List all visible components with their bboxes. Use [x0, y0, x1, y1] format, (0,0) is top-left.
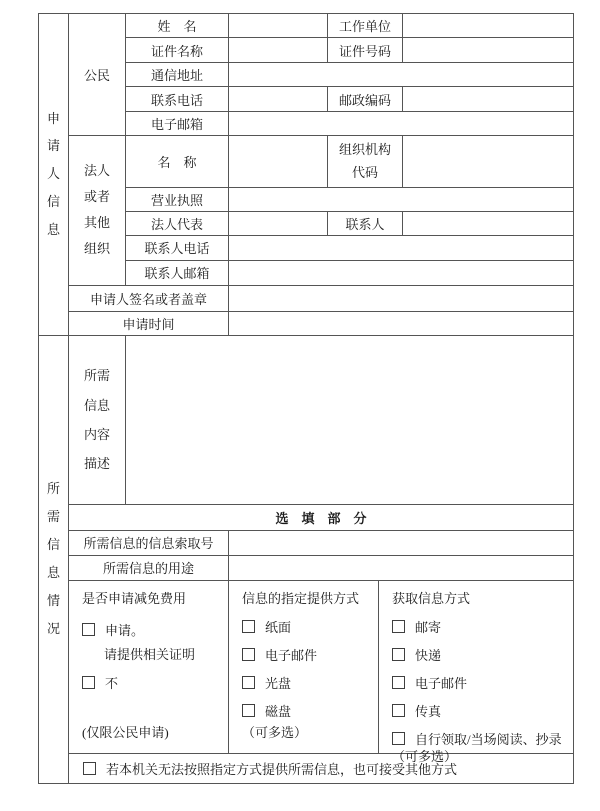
group-label-citizen: 公民: [69, 14, 126, 136]
index-no-label: 所需信息的信息索取号: [69, 530, 229, 555]
provide-method-cell: [229, 580, 379, 753]
obtain-method-footnote: （可多选）: [392, 749, 458, 765]
cert-no-label: 证件号码: [328, 38, 403, 63]
contact-phone-value[interactable]: [229, 235, 574, 260]
section-label-required-info-text: 所需信息情况: [46, 481, 60, 637]
obtain-express-checkbox[interactable]: [392, 648, 405, 661]
obtain-method-option: [392, 617, 565, 636]
index-no-value[interactable]: [229, 530, 574, 555]
email-label: 电子邮箱: [126, 112, 229, 136]
org-name-label: 名 称: [126, 136, 229, 188]
obtain-method-option: [392, 645, 565, 664]
apply-time-value[interactable]: [229, 311, 574, 335]
work-unit-value[interactable]: [403, 14, 574, 38]
group-label-legal-entity: [69, 136, 126, 286]
obtain-fax-checkbox[interactable]: [392, 704, 405, 717]
provide-method-option: [242, 645, 370, 664]
fallback-accept-checkbox[interactable]: [83, 762, 96, 775]
obtain-mail-checkbox[interactable]: [392, 620, 405, 633]
fee-waiver-apply-option: [82, 620, 220, 639]
section-label-applicant: [39, 14, 69, 336]
provide-email-checkbox[interactable]: [242, 648, 255, 661]
fee-waiver-footnote: (仅限公民申请): [82, 724, 169, 740]
fee-waiver-title: 是否申请减免费用: [82, 590, 187, 606]
name-label: 姓 名: [126, 14, 229, 38]
fee-waiver-cell: [69, 580, 229, 753]
provide-method-title: 信息的指定提供方式: [242, 590, 360, 606]
provide-email-label: 电子邮件: [265, 648, 318, 664]
provide-disk-label: 磁盘: [265, 704, 292, 720]
apply-time-label: 申请时间: [69, 311, 229, 335]
signature-value[interactable]: [229, 285, 574, 311]
phone-value[interactable]: [229, 87, 328, 112]
purpose-label: 所需信息的用途: [69, 555, 229, 580]
cert-name-value[interactable]: [229, 38, 328, 63]
group-label-legal-entity-text: 法人或者其他组织: [83, 163, 110, 257]
fee-waiver-no-option: [82, 673, 220, 692]
purpose-value[interactable]: [229, 555, 574, 580]
org-code-value[interactable]: [403, 136, 574, 188]
provide-cd-label: 光盘: [265, 676, 292, 692]
obtain-email-label: 电子邮件: [415, 676, 468, 692]
description-label-text: 所需信息内容描述: [83, 368, 110, 472]
obtain-self-pickup-label: 自行领取/当场阅读、抄录: [415, 732, 562, 748]
application-form-table: [38, 13, 574, 784]
org-code-label: [328, 136, 403, 188]
org-code-label-text: 组织机构代码: [338, 142, 391, 181]
legal-rep-label: 法人代表: [126, 211, 229, 235]
legal-rep-value[interactable]: [229, 211, 328, 235]
license-value[interactable]: [229, 187, 574, 211]
name-value[interactable]: [229, 14, 328, 38]
contact-phone-label: 联系人电话: [126, 235, 229, 260]
description-value[interactable]: [126, 335, 574, 504]
optional-section-header: 选 填 部 分: [69, 504, 574, 530]
phone-label: 联系电话: [126, 87, 229, 112]
obtain-email-checkbox[interactable]: [392, 676, 405, 689]
contact-email-value[interactable]: [229, 260, 574, 285]
contact-label: 联系人: [328, 211, 403, 235]
signature-label: 申请人签名或者盖章: [69, 285, 229, 311]
obtain-express-label: 快递: [415, 648, 442, 664]
provide-paper-label: 纸面: [265, 620, 292, 636]
provide-method-option: [242, 617, 370, 636]
address-value[interactable]: [229, 63, 574, 87]
cert-no-value[interactable]: [403, 38, 574, 63]
fee-waiver-apply-checkbox[interactable]: [82, 623, 95, 636]
provide-paper-checkbox[interactable]: [242, 620, 255, 633]
address-label: 通信地址: [126, 63, 229, 87]
obtain-method-option: [392, 729, 565, 748]
provide-disk-checkbox[interactable]: [242, 704, 255, 717]
obtain-self-pickup-checkbox[interactable]: [392, 732, 405, 745]
obtain-method-cell: [379, 580, 574, 765]
provide-method-option: [242, 673, 370, 692]
contact-value[interactable]: [403, 211, 574, 235]
license-label: 营业执照: [126, 187, 229, 211]
obtain-method-title: 获取信息方式: [392, 590, 471, 606]
fallback-note-label: 若本机关无法按照指定方式提供所需信息，也可接受其他方式: [106, 761, 458, 777]
obtain-mail-label: 邮寄: [415, 620, 442, 636]
fee-waiver-no-checkbox[interactable]: [82, 676, 95, 689]
obtain-method-option: [392, 673, 565, 692]
section-label-required-info: [39, 335, 69, 783]
fee-waiver-no-label: 不: [105, 676, 119, 692]
description-label: [69, 335, 126, 504]
postcode-label: 邮政编码: [328, 87, 403, 112]
fee-waiver-apply-note: 请提供相关证明: [104, 647, 196, 663]
obtain-fax-label: 传真: [415, 704, 442, 720]
obtain-method-option: [392, 701, 565, 720]
provide-method-footnote: （可多选）: [242, 724, 308, 740]
work-unit-label: 工作单位: [328, 14, 403, 38]
contact-email-label: 联系人邮箱: [126, 260, 229, 285]
org-name-value[interactable]: [229, 136, 328, 188]
email-value[interactable]: [229, 112, 574, 136]
cert-name-label: 证件名称: [126, 38, 229, 63]
provide-cd-checkbox[interactable]: [242, 676, 255, 689]
fee-waiver-apply-label: 申请。: [105, 623, 145, 639]
provide-method-option: [242, 701, 370, 720]
postcode-value[interactable]: [403, 87, 574, 112]
section-label-applicant-text: 申请人信息: [46, 110, 60, 238]
